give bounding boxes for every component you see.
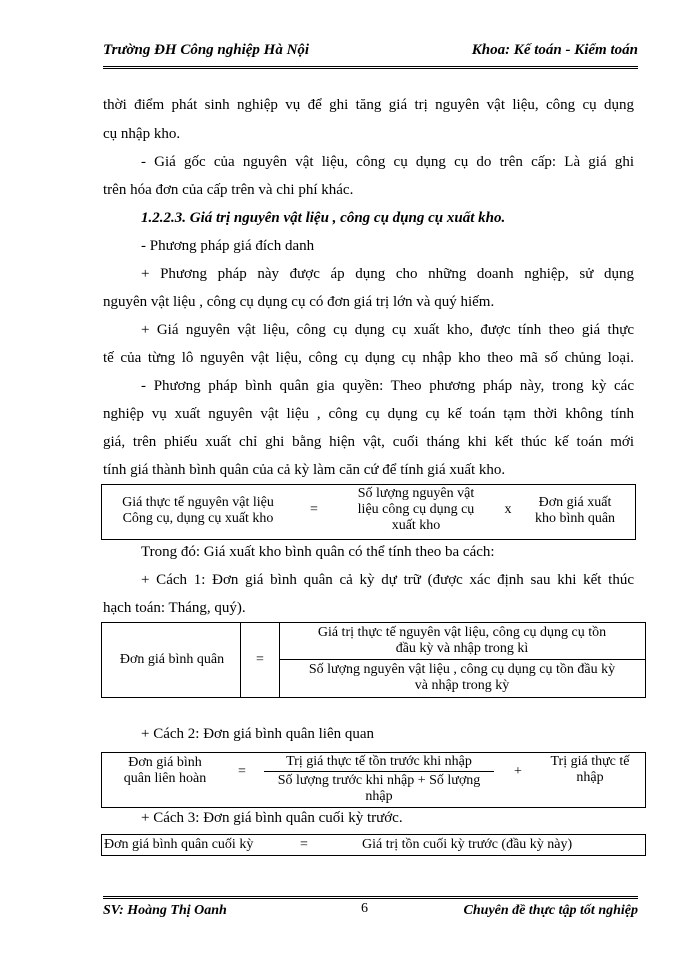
paragraph-line: nghiệp vụ xuất nguyên vật liệu , công cụ dụng cụ kế toán tạm thời không tính xyxy=(103,406,634,422)
page-footer xyxy=(103,903,638,925)
footer-title: Chuyên đề thực tập tốt nghiệp xyxy=(463,903,638,918)
formula3-plus: + xyxy=(514,764,522,779)
paragraph-line: hạch toán: Tháng, quý). xyxy=(103,600,246,616)
formula-box-prior-period xyxy=(101,834,646,856)
formula2-numerator: Giá trị thực tế nguyên vật liệu, công cụ dụng cụ tồn đầu kỳ và nhập trong kì xyxy=(317,625,607,656)
footer-student: SV: Hoàng Thị Oanh xyxy=(103,903,227,918)
paragraph-line: + Phương pháp này được áp dụng cho những doanh nghiệp, sử dụng xyxy=(141,266,634,282)
formula4-value: Giá trị tồn cuối kỳ trước (đầu kỳ này) xyxy=(362,837,573,852)
header-faculty: Khoa: Kế toán - Kiểm toán xyxy=(471,42,638,58)
section-subheading: 1.2.2.3. Giá trị nguyên vật liệu , công cụ dụng cụ xuất kho. xyxy=(141,210,506,226)
paragraph-line: + Giá nguyên vật liệu, công cụ dụng cụ xuất kho, được tính theo giá thực xyxy=(141,322,634,338)
formula1-middle: Số lượng nguyên vật liệu công cụ dụng cụ xuất kho xyxy=(357,486,475,533)
formula3-denominator: Số lượng trước khi nhập + Số lượng nhập xyxy=(277,773,481,804)
paragraph-line: + Cách 1: Đơn giá bình quân cả kỳ dự trữ (được xác định sau khi kết thúc xyxy=(141,572,634,588)
paragraph-line: giá, trên phiếu xuất chỉ ghi bằng hiện vật, cuối tháng khi kết thúc kế toán mới xyxy=(103,434,634,450)
formula1-left: Giá thực tế nguyên vật liệu Công cụ, dụng cụ xuất kho xyxy=(122,495,274,526)
formula1-times: x xyxy=(504,502,512,517)
paragraph-line: trên hóa đơn của cấp trên và chi phí khác. xyxy=(103,182,354,198)
paragraph-line: tế của từng lô nguyên vật liệu, công cụ dụng cụ nhập kho theo mã số chủng loại. xyxy=(103,350,634,366)
formula3-equals: = xyxy=(238,764,246,779)
formula4-equals: = xyxy=(300,837,308,852)
paragraph-line: cụ nhập kho. xyxy=(103,126,181,142)
formula-box-moving-average xyxy=(101,752,646,808)
header-rule-2 xyxy=(103,68,638,69)
paragraph-line: + Cách 2: Đơn giá bình quân liên quan xyxy=(141,726,375,742)
formula2-divider xyxy=(240,623,241,697)
paragraph-line: nguyên vật liệu , công cụ dụng cụ có đơn giá trị lớn và quý hiếm. xyxy=(103,294,495,310)
formula3-right: Trị giá thực tế nhập xyxy=(550,754,630,785)
paragraph-line: - Phương pháp giá đích danh xyxy=(141,238,315,254)
footer-rule xyxy=(103,896,638,897)
formula2-denominator: Số lượng nguyên vật liệu , công cụ dụng cụ tồn đầu kỳ và nhập trong kỳ xyxy=(308,662,616,693)
paragraph-line: tính giá thành bình quân của cả kỳ làm căn cứ để tính giá xuất kho. xyxy=(103,462,506,478)
header-rule xyxy=(103,66,638,67)
footer-rule-2 xyxy=(103,898,638,899)
paragraph-line: thời điểm phát sinh nghiệp vụ để ghi tăng giá trị nguyên vật liệu, công cụ dụng xyxy=(103,97,634,113)
paragraph-line: - Phương pháp bình quân gia quyền: Theo phương pháp này, trong kỳ các xyxy=(141,378,634,394)
formula4-label: Đơn giá bình quân cuối kỳ xyxy=(104,837,254,852)
paragraph-line: Trong đó: Giá xuất kho bình quân có thể tính theo ba cách: xyxy=(141,544,495,560)
paragraph-line: + Cách 3: Đơn giá bình quân cuối kỳ trước. xyxy=(141,810,403,826)
formula2-fraction-bar xyxy=(279,659,645,660)
formula2-label: Đơn giá bình quân xyxy=(119,652,225,667)
formula2-divider xyxy=(279,623,280,697)
formula-box-issue-value xyxy=(101,484,636,540)
page-header xyxy=(103,40,638,64)
paragraph-line: - Giá gốc của nguyên vật liệu, công cụ dụng cụ do trên cấp: Là giá ghi xyxy=(141,154,634,170)
formula1-right: Đơn giá xuất kho bình quân xyxy=(534,495,616,526)
page-number: 6 xyxy=(361,901,368,916)
formula1-equals: = xyxy=(310,502,318,517)
formula3-label: Đơn giá bình quân liên hoàn xyxy=(123,755,207,786)
formula-box-average-price xyxy=(101,622,646,698)
formula3-fraction-bar xyxy=(264,771,494,772)
header-school: Trường ĐH Công nghiệp Hà Nội xyxy=(103,42,310,58)
formula3-numerator: Trị giá thực tế tồn trước khi nhập xyxy=(286,754,472,769)
formula2-equals: = xyxy=(256,652,264,667)
